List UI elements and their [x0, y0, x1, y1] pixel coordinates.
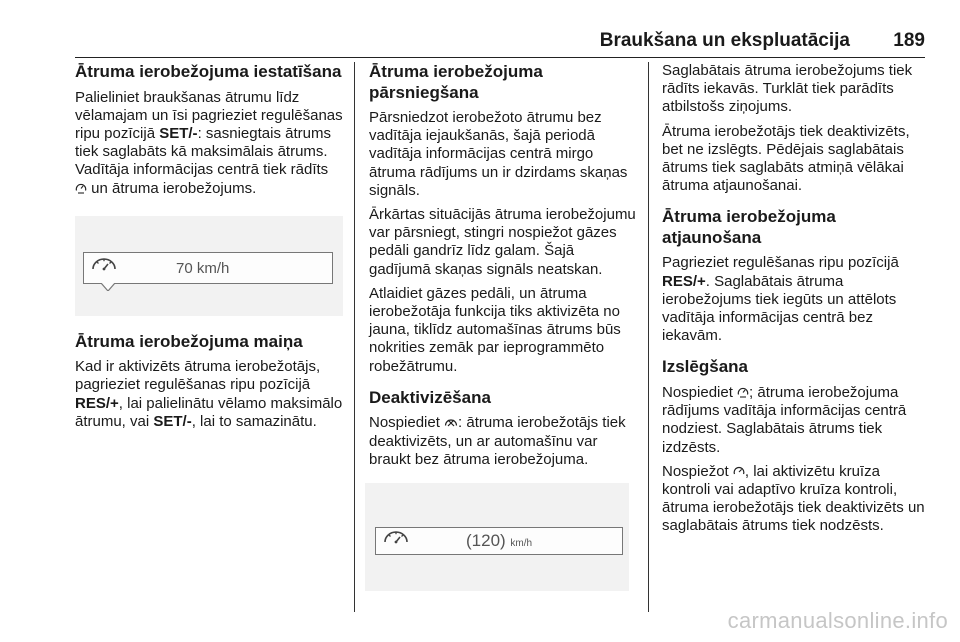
text-segment: : sasniegtais ātrums tiek saglabāts kā maksimālais ātrums. Vadītāja informācijas centrā tiek rādīts: [75, 124, 331, 179]
text-segment: Nospiediet: [662, 383, 738, 401]
heading-speed-limit-setting: Ātruma ierobežojuma iestatīšana: [75, 62, 342, 81]
set-label: SET/-: [153, 412, 192, 430]
paragraph-stored-limit: Saglabātais ātruma ierobežojums tiek rādīts iekavās. Turklāt tiek parādīts atbilstošs ziņojums.: [662, 62, 913, 116]
heading-speed-limit-exceed: Ātruma ierobežojuma pārsniegšana: [369, 62, 543, 102]
paragraph-exceed-3: Atlaidiet gāzes pedāli, un ātruma ierobežotāja funkcija tiks aktivizēta no jauna, tiklīdz automašīnas ātrums būs nokrities zemāk par ieprogrammēto robežātrumu.: [369, 284, 621, 375]
text-segment: , lai to samazinātu.: [191, 412, 317, 430]
lcd-speed-unit: km/h: [510, 537, 533, 549]
text-segment: Nospiežot: [662, 462, 733, 480]
heading-deactivation: Deaktivizēšana: [369, 387, 491, 407]
paragraph-resume: [662, 254, 930, 345]
res-label: RES/+: [662, 272, 706, 290]
column-divider-1: [354, 62, 355, 612]
text-segment: . Saglabātais ātruma ierobežojums tiek iegūts un attēlots vadītāja informācijas centrā bez iekavām.: [662, 272, 897, 345]
heading-speed-limit-resume: Ātruma ierobežojuma atjaunošana: [662, 207, 836, 247]
header-rule: [75, 57, 925, 58]
text-segment: , lai palielinātu vēlamo maksimālo ātrumu, vai: [75, 394, 343, 430]
cancel-icon: [444, 416, 458, 428]
watermark: carmanualsonline.info: [727, 608, 948, 633]
lcd-display-bar: [83, 252, 333, 284]
text-segment: Kad ir aktivizēts ātruma ierobežotājs, pagrieziet regulēšanas ripu pozīcijā: [75, 358, 321, 394]
res-label: RES/+: [75, 394, 119, 412]
paragraph-exceed-2: Ārkārtas situācijās ātruma ierobežojumu var pārsniegt, stingri nospiežot gāzes pedāli gandrīz līdz galam. Šajā gadījumā skaņas signāls neatskan.: [369, 206, 636, 278]
speed-limiter-icon: [75, 182, 87, 194]
text-segment: , lai aktivizētu kruīza kontroli vai adaptīvo kruīza kontroli, ātruma ierobežotājs tiek deaktivizēts un saglabātais ātrums tiek nodzēsts.: [662, 462, 925, 535]
paragraph-deactivated-not-off: Ātruma ierobežotājs tiek deaktivizēts, bet ne izslēgts. Pēdējais saglabātais ātrums tiek saglabāts atmiņā vēlākai ātruma atjaunošanai.: [662, 122, 910, 195]
text-segment: Palieliniet braukšanas ātrumu līdz vēlamajam un īsi pagrieziet regulēšanas ripu pozīcijā: [75, 88, 343, 142]
cruise-control-icon: [733, 465, 745, 477]
column-divider-2: [648, 62, 649, 612]
text-segment: Nospiediet: [369, 414, 445, 432]
speed-limiter-icon: [90, 256, 118, 280]
header-title: Braukšana un ekspluatācija: [599, 30, 850, 51]
lcd-speed-value: [466, 532, 532, 553]
speed-limiter-icon: [382, 529, 410, 553]
paragraph-exceed-1: Pārsniedzot ierobežoto ātrumu bez vadītāja iejaukšanās, šajā periodā vadītāja informācijas centrā mirgo ātruma rādījums un ir dzirdams skaņas signāls.: [369, 109, 628, 199]
set-label: SET/-: [159, 124, 198, 142]
display-figure-120: [365, 483, 629, 591]
column-1: [75, 62, 343, 437]
page-number: 189: [893, 30, 925, 51]
lcd-speed-value: 70 km/h: [176, 259, 230, 277]
column-3: [662, 62, 930, 542]
speed-limiter-icon: [737, 386, 749, 398]
display-figure-70: [75, 216, 343, 316]
paragraph-cruise-control: [662, 463, 930, 536]
page-header: [75, 20, 925, 60]
heading-speed-limit-change: Ātruma ierobežojuma maiņa: [75, 331, 303, 351]
lcd-display-bar: [375, 527, 623, 555]
paragraph-change: [75, 358, 343, 431]
paragraph-setting: [75, 89, 343, 198]
text-segment: : ātruma ierobežotājs tiek deaktivizēts, un ar automašīnu var braukt bez ātruma ierobežojuma.: [369, 414, 626, 468]
text-segment: ; ātruma ierobežojuma rādījums vadītāja informācijas centrā nodziest. Saglabātais ātrums tiek izdzēsts.: [662, 383, 907, 456]
callout-pointer: [101, 283, 115, 291]
column-2: [369, 62, 639, 591]
paragraph-deactivation: [369, 414, 639, 469]
text-segment: Pagrieziet regulēšanas ripu pozīcijā: [662, 254, 899, 272]
paragraph-switch-off: [662, 384, 930, 457]
heading-switch-off: Izslēgšana: [662, 357, 748, 377]
text-segment: un ātruma ierobežojums.: [87, 179, 257, 197]
lcd-stored-speed: (120): [466, 530, 506, 550]
